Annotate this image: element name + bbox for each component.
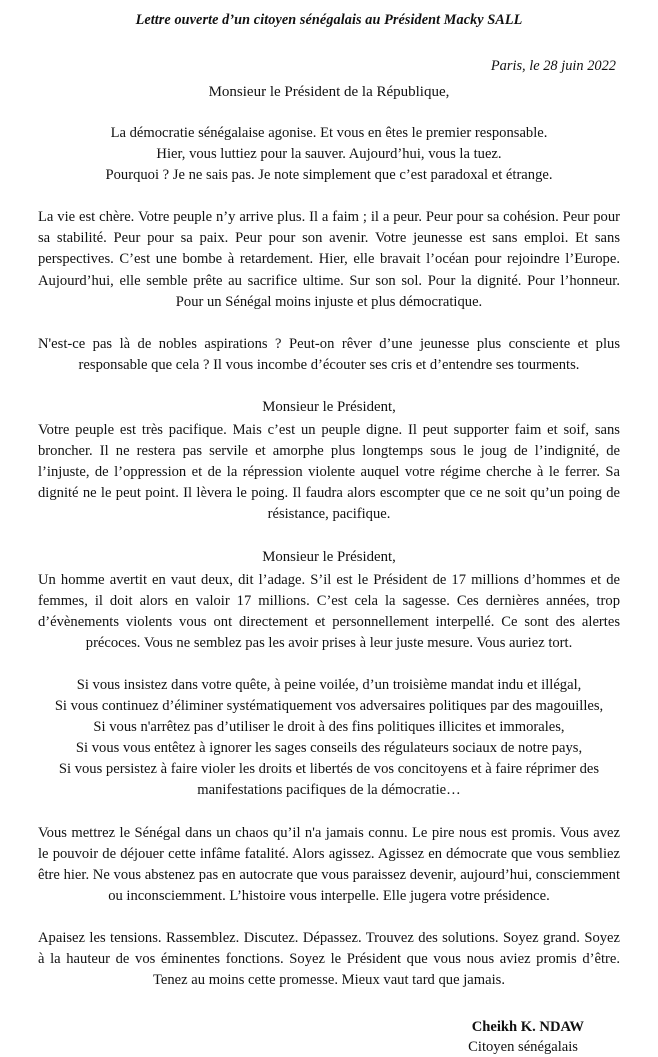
condition-line: Si vous continuez d’éliminer systématiquement vos adversaires politiques par des magouilles, <box>54 698 604 715</box>
paragraph-homme-averti: Un homme avertit en vaut deux, dit l’adage. S’il est le Président de 17 millions d’hommes et de femmes, il doit alors en valoir 17 millions. C’est cela la sagesse. Ces dernières années, trop d’évènements violents vous ont directement et personnellement interpellé. Ce sont des alertes précoces. Vous ne semblez pas les avoir prises à leur juste mesure. Vous auriez tort. <box>38 571 620 651</box>
page-title: Lettre ouverte d’un citoyen sénégalais au Président Macky SALL <box>135 12 523 28</box>
signature-block <box>38 1017 620 1057</box>
paragraph-chaos: Vous mettrez le Sénégal dans un chaos qu’il n'a jamais connu. Le pire nous est promis. Vous avez le pouvoir de déjouer cette infâme fatalité. Alors agissez. Agissez en démocrate que vous sembliez être hier. Ne vous abstenez pas en autocrate que vous paraissez devenir, aujourd’hui, consciemment ou inconsciemment. L’histoire vous interpelle. Elle jugera votre présidence. <box>38 824 620 904</box>
paragraph-vie-chere: La vie est chère. Votre peuple n’y arrive plus. Il a faim ; il a peur. Peur pour sa cohésion. Peur pour sa stabilité. Peur pour sa paix. Peur pour son avenir. Votre jeunesse est sans emploi. Et sans perspectives. C’est une bombe à retardement. Hier, elle bravait l’océan pour rejoindre l’Europe. Aujourd’hui, elle semble prête au sacrifice ultime. Sur son sol. Pour la dignité. Pour l’honneur. Pour un Sénégal moins injuste et plus démocratique. <box>38 209 620 310</box>
conditions-stanza <box>38 675 620 802</box>
dateline: Paris, le 28 juin 2022 <box>490 57 616 74</box>
heading-monsieur-le-president-1: Monsieur le Président, <box>262 398 396 415</box>
opening-stanza <box>38 123 620 186</box>
condition-line: Si vous vous entêtez à ignorer les sages conseils des régulateurs sociaux de notre pays, <box>75 740 583 757</box>
paragraph-aspirations: N'est-ce pas là de nobles aspirations ? Peut-on rêver d’une jeunesse plus consciente et plus responsable que cela ? Il vous incombe d’écouter ses cris et d’entendre ses tourments. <box>38 335 620 373</box>
paragraph-peuple-pacifique: Votre peuple est très pacifique. Mais c’est un peuple digne. Il peut supporter faim et soif, sans broncher. Il ne restera pas servile et amorphe plus longtemps sous le joug de l’indignité, de l’injuste, de l’oppression et de la répression violente auquel votre régime cherche à le ferrer. Sa dignité ne le peut point. Il lèvera le poing. Il faudra alors escompter que ce ne soit qu’un poing de résistance, pacifique. <box>38 422 620 523</box>
heading-monsieur-le-president-2: Monsieur le Président, <box>262 548 396 565</box>
opening-line-2: Hier, vous luttiez pour la sauver. Aujourd’hui, vous la tuez. <box>156 146 502 163</box>
condition-line: Si vous persistez à faire violer les droits et libertés de vos concitoyens et à faire réprimer des manifestations pacifiques de la démocratie… <box>58 761 600 799</box>
signature-role: Citoyen sénégalais <box>468 1039 578 1056</box>
signature-name: Cheikh K. NDAW <box>471 1019 584 1036</box>
condition-line: Si vous n'arrêtez pas d’utiliser le droit à des fins politiques illicites et immorales, <box>93 719 565 736</box>
salutation: Monsieur le Président de la République, <box>208 83 450 100</box>
opening-line-1: La démocratie sénégalaise agonise. Et vous en êtes le premier responsable. <box>110 125 548 141</box>
condition-line: Si vous insistez dans votre quête, à peine voilée, d’un troisième mandat indu et illégal, <box>76 676 582 693</box>
paragraph-apaisez: Apaisez les tensions. Rassemblez. Discutez. Dépassez. Trouvez des solutions. Soyez grand. Soyez à la hauteur de vos éminentes fonctions. Soyez le Président que vous nous aviez promis d’être. Tenez au moins cette promesse. Mieux vaut tard que jamais. <box>38 929 620 989</box>
opening-line-3: Pourquoi ? Je ne sais pas. Je note simplement que c’est paradoxal et étrange. <box>105 167 553 184</box>
